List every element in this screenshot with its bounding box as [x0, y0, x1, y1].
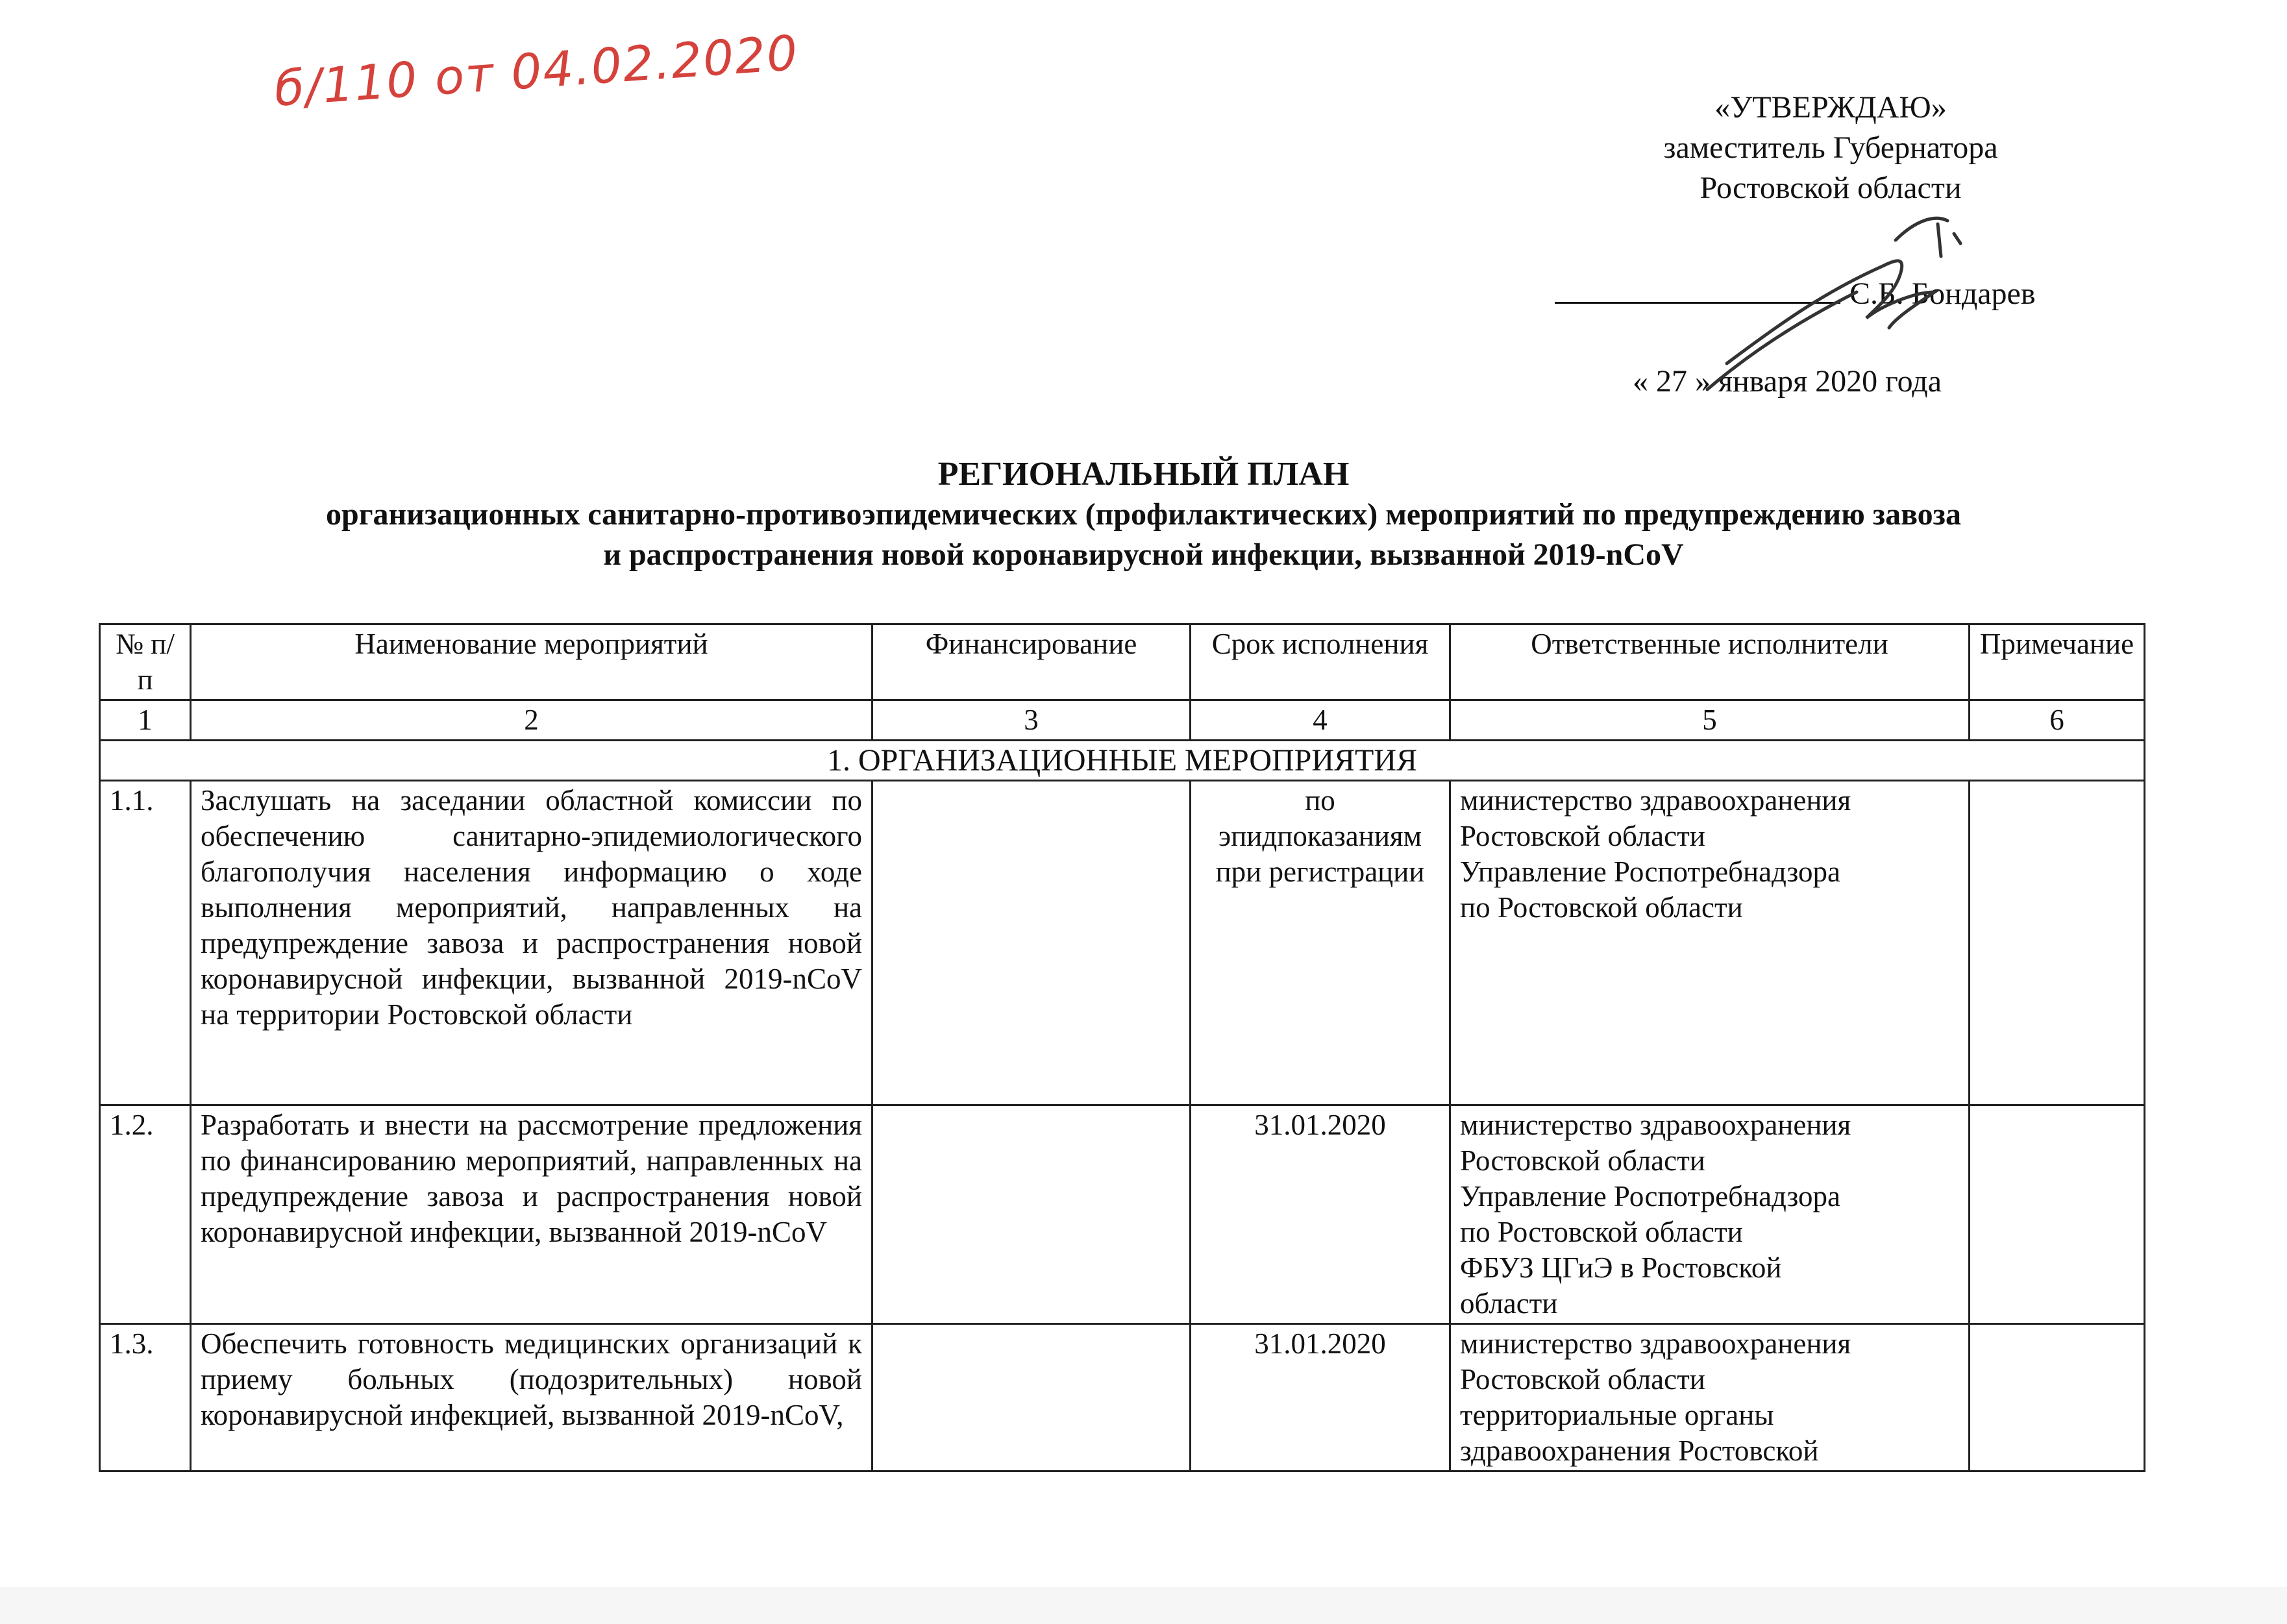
document-title-block: [97, 454, 2190, 575]
approval-position: заместитель Губернатора: [1663, 130, 1998, 165]
section-row: [100, 741, 2145, 781]
table-row: [100, 1324, 2145, 1471]
responsible-line: территориальные органы: [1460, 1399, 1774, 1431]
row-financing: [872, 1105, 1191, 1324]
header-financing: Финансирование: [872, 624, 1191, 700]
row-term: 31.01.2020: [1191, 1324, 1450, 1471]
responsible-line: по Ростовской области: [1460, 891, 1743, 924]
document-subtitle-line2: и распространения новой коронавирусной инфекции, вызванной 2019-nCoV: [603, 537, 1684, 572]
header-responsible: Ответственные исполнители: [1450, 624, 1970, 700]
column-number: 5: [1450, 700, 1970, 741]
row-financing: [872, 781, 1191, 1105]
row-responsible: [1450, 1324, 1970, 1471]
responsible-line: здравоохранения Ростовской: [1460, 1434, 1819, 1467]
document-title: РЕГИОНАЛЬНЫЙ ПЛАН: [937, 456, 1350, 493]
column-number: 2: [191, 700, 872, 741]
row-note: [1970, 1105, 2145, 1324]
column-number-row: [100, 700, 2145, 741]
row-note: [1970, 1324, 2145, 1471]
row-num: 1.3.: [100, 1324, 191, 1471]
approval-stamp: «УТВЕРЖДАЮ»: [1714, 90, 1947, 125]
responsible-line: Управление Роспотребнадзора: [1460, 855, 1840, 888]
document-subtitle-line1: организационных санитарно-противоэпидемических (профилактических) мероприятий по предупреждению завоза: [326, 497, 1961, 532]
row-term: 31.01.2020: [1191, 1105, 1450, 1324]
responsible-line: Ростовской области: [1460, 1363, 1705, 1396]
responsible-line: области: [1460, 1287, 1558, 1320]
approval-block: [1532, 88, 2129, 208]
column-number: 3: [872, 700, 1191, 741]
header-name: Наименование мероприятий: [191, 624, 872, 700]
header-term: Срок исполнения: [1191, 624, 1450, 700]
table-row: [100, 781, 2145, 1105]
approval-region: Ростовской области: [1700, 171, 1962, 205]
row-name: Заслушать на заседании областной комиссии по обеспечению санитарно-эпидемиологического благополучия населения информацию о ходе выполнения мероприятий, направленных на предупреждение завоза и распространения новой коронавирусной инфекции, вызванной 2019-nCoV на территории Ростовской области: [191, 781, 872, 1105]
header-note: Примечание: [1970, 624, 2145, 700]
registration-handwritten-note: б/110 от 04.02.2020: [273, 25, 800, 117]
responsible-line: министерство здравоохранения: [1460, 784, 1851, 817]
row-name: Обеспечить готовность медицинских организаций к приему больных (подозрительных) новой коронавирусной инфекцией, вызванной 2019-nCoV,: [191, 1324, 872, 1471]
row-term: по эпидпоказаниям при регистрации: [1191, 781, 1450, 1105]
column-number: 1: [100, 700, 191, 741]
row-num: 1.1.: [100, 781, 191, 1105]
header-num: № п/п: [100, 624, 191, 700]
row-num: 1.2.: [100, 1105, 191, 1324]
column-number: 6: [1970, 700, 2145, 741]
signatory-name: С.Б. Бондарев: [1849, 277, 2036, 311]
responsible-line: министерство здравоохранения: [1460, 1327, 1851, 1360]
responsible-line: Управление Роспотребнадзора: [1460, 1180, 1840, 1212]
plan-table: [99, 623, 2145, 1472]
section-title: 1. ОРГАНИЗАЦИОННЫЕ МЕРОПРИЯТИЯ: [100, 741, 2145, 781]
table-header-row: [100, 624, 2145, 700]
row-note: [1970, 781, 2145, 1105]
responsible-line: по Ростовской области: [1460, 1216, 1743, 1248]
row-name: Разработать и внести на рассмотрение предложения по финансированию мероприятий, направленных на предупреждение завоза и распространения новой коронавирусной инфекции, вызванной 2019-nCoV: [191, 1105, 872, 1324]
table-row: [100, 1105, 2145, 1324]
responsible-line: Ростовской области: [1460, 1144, 1705, 1177]
row-responsible: [1450, 1105, 1970, 1324]
row-responsible: [1450, 781, 1970, 1105]
responsible-line: Ростовской области: [1460, 820, 1705, 852]
approval-date: « 27 » января 2020 года: [1633, 364, 1942, 399]
signature-underline: [1555, 302, 1840, 304]
column-number: 4: [1191, 700, 1450, 741]
signature-line: [1555, 276, 2036, 312]
responsible-line: министерство здравоохранения: [1460, 1109, 1851, 1141]
responsible-line: ФБУЗ ЦГиЭ в Ростовской: [1460, 1251, 1782, 1284]
row-financing: [872, 1324, 1191, 1471]
scan-bottom-edge: [0, 1587, 2287, 1624]
